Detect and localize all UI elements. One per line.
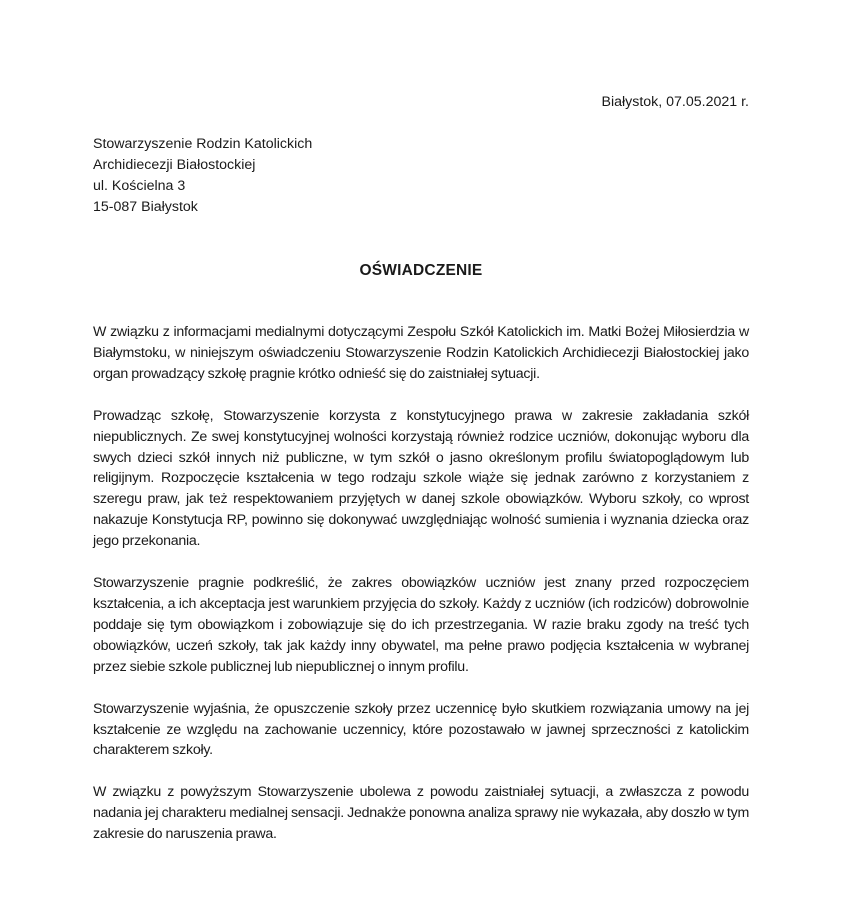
document-title: OŚWIADCZENIE — [359, 262, 483, 279]
paragraph-intro: W związku z informacjami medialnymi dotyczącymi Zespołu Szkół Katolickich im. Matki Bożej Miłosierdzia w Białymstoku, w niniejszym oświadczeniu Stowarzyszenie Rodzin Katolickich Archidiecezji Białostockiej jako organ prowadzący szkołę pragnie krótko odnieść się do zaistniałej sytuacji. — [93, 324, 749, 382]
recipient-line-organization: Stowarzyszenie Rodzin Katolickich — [93, 136, 313, 152]
document-body — [93, 322, 749, 866]
paragraph-student-obligations: Stowarzyszenie pragnie podkreślić, że zakres obowiązków uczniów jest znany przed rozpoczęciem kształcenia, a ich akceptacja jest warunkiem przyjęcia do szkoły. Każdy z uczniów (ich rodziców) dobrowolnie poddaje się tym obowiązkom i zobowiązuje się do ich przestrzegania. W razie braku zgody na treść tych obowiązków, uczeń szkoły, tak jak każdy inny obywatel, ma pełne prawo podjęcia kształcenia w wybranej przez siebie szkole publicznej lub niepublicznej o innym profilu. — [93, 575, 749, 675]
paragraph-explanation: Stowarzyszenie wyjaśnia, że opuszczenie szkoły przez uczennicę było skutkiem rozwiązania umowy na jej kształcenie ze względu na zachowanie uczennicy, które pozostawało w jawnej sprzeczności z katolickim charakterem szkoły. — [93, 700, 749, 759]
place-and-date: Białystok, 07.05.2021 r. — [601, 94, 749, 110]
recipient-line-street: ul. Kościelna 3 — [93, 178, 186, 194]
recipient-line-archdiocese: Archidiecezji Białostockiej — [93, 157, 256, 173]
paragraph-constitutional-rights: Prowadząc szkołę, Stowarzyszenie korzysta z konstytucyjnego prawa w zakresie zakładania szkół niepublicznych. Ze swej konstytucyjnej wolności korzystają również rodzice uczniów, dokonując wyboru dla swych dzieci szkół innych niż publiczne, w tym szkół o jasno określonym profilu światopoglądowym lub religijnym. Rozpoczęcie kształcenia w tego rodzaju szkole wiąże się jednak zarówno z korzystaniem z szeregu praw, jak też respektowaniem przyjętych w danej szkole obowiązków. Wyboru szkoły, co wprost nakazuje Konstytucja RP, powinno się dokonywać uwzględniając wolność sumienia i wyznania dziecka oraz jego przekonania. — [93, 407, 749, 550]
recipient-line-city: 15-087 Białystok — [93, 199, 198, 215]
paragraph-conclusion: W związku z powyższym Stowarzyszenie ubolewa z powodu zaistniałej sytuacji, a zwłaszcza z powodu nadania jej charakteru medialnej sensacji. Jednakże ponowna analiza sprawy nie wykazała, aby doszło w tym zakresie do naruszenia prawa. — [93, 784, 750, 843]
recipient-address — [93, 134, 312, 218]
